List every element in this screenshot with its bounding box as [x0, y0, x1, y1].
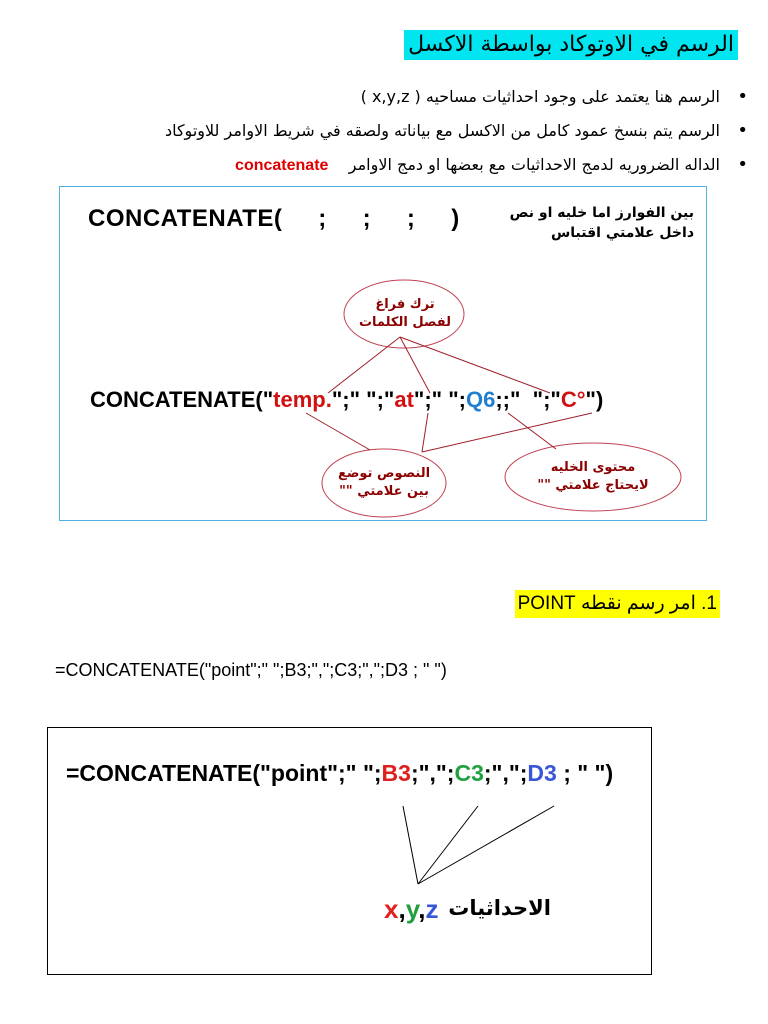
bullet-item	[40, 80, 720, 114]
page-title: الرسم في الاوتوكاد بواسطة الاكسل	[404, 30, 738, 60]
concatenate-example	[90, 387, 603, 413]
concatenate-explanation-box	[59, 186, 707, 521]
formula-part: ;",";	[410, 760, 455, 786]
formula-b3: B3	[381, 760, 411, 786]
formula-part: =CONCATENATE("point";" ";	[66, 760, 382, 786]
bullet-text: الداله الضروريه لدمج الاحداثيات مع بعضها او دمج الاوامر	[348, 155, 720, 174]
concatenate-keyword: concatenate	[235, 157, 329, 174]
example-text-deg: C°	[560, 387, 586, 412]
bubble-cell-line2: لايحتاج علامتي ""	[537, 478, 649, 493]
section-heading-point: 1. امر رسم نقطه POINT	[515, 590, 720, 618]
formula-c3: C3	[454, 760, 484, 786]
coord-sep: ,	[418, 894, 426, 924]
coord-sep: ,	[398, 894, 406, 924]
bubble-space-label	[349, 296, 461, 332]
line-text-1	[306, 413, 370, 450]
bubble-text-line1: النصوص توضع	[337, 466, 431, 481]
bubble-space-line1: ترك فراغ	[375, 297, 435, 312]
coord-z: z	[425, 894, 439, 924]
separator-note: بين الفوارز اما خليه او نص داخل علامتي اقتباس	[509, 205, 694, 241]
bullet-item	[40, 114, 720, 148]
bubble-space-line2: لفصل الكلمات	[358, 315, 452, 330]
example-part: ";" ";"	[331, 387, 395, 412]
bullet-item	[40, 148, 720, 183]
concatenate-template: CONCATENATE( ; ; ; )	[88, 205, 460, 232]
coordinates-xyz	[384, 894, 438, 925]
line-space-3	[400, 337, 550, 393]
line-to-b3	[403, 806, 418, 884]
bubble-cell-line1: محتوى الخليه	[550, 460, 636, 475]
example-part: ")	[585, 387, 604, 412]
formula-part: ; " ")	[556, 760, 614, 786]
example-part: ;;" ";"	[495, 387, 561, 412]
bullet-list	[40, 80, 720, 183]
bubble-cell-label	[515, 459, 671, 495]
line-to-d3	[418, 806, 554, 884]
bubble-text-line2: بين علامتي ""	[339, 484, 429, 499]
line-space-1	[328, 337, 400, 393]
point-formula-colored	[66, 760, 613, 787]
point-formula-diagram	[47, 727, 652, 975]
bullet-text: الرسم هنا يعتمد على وجود احداثيات مساحيه ( x,y,z )	[360, 87, 720, 106]
bubble-text-label	[328, 465, 440, 501]
formula-part: ;",";	[483, 760, 528, 786]
coord-y: y	[405, 894, 419, 924]
example-text-temp: temp.	[273, 387, 332, 412]
line-text-2	[422, 413, 428, 452]
coordinates-label: الاحداثيات	[448, 896, 551, 920]
example-part: ";" ";	[413, 387, 466, 412]
line-to-c3	[418, 806, 478, 884]
bullet-text: الرسم يتم بنسخ عمود كامل من الاكسل مع بياناته ولصقه في شريط الاوامر للاوتوكاد	[164, 121, 720, 140]
point-formula: =CONCATENATE("point";" ";B3;",";C3;",";D3 ; " ")	[55, 660, 447, 680]
example-part: CONCATENATE("	[90, 387, 274, 412]
example-cell-ref: Q6	[465, 387, 496, 412]
formula-d3: D3	[527, 760, 557, 786]
example-text-at: at	[394, 387, 414, 412]
coord-x: x	[384, 894, 399, 924]
